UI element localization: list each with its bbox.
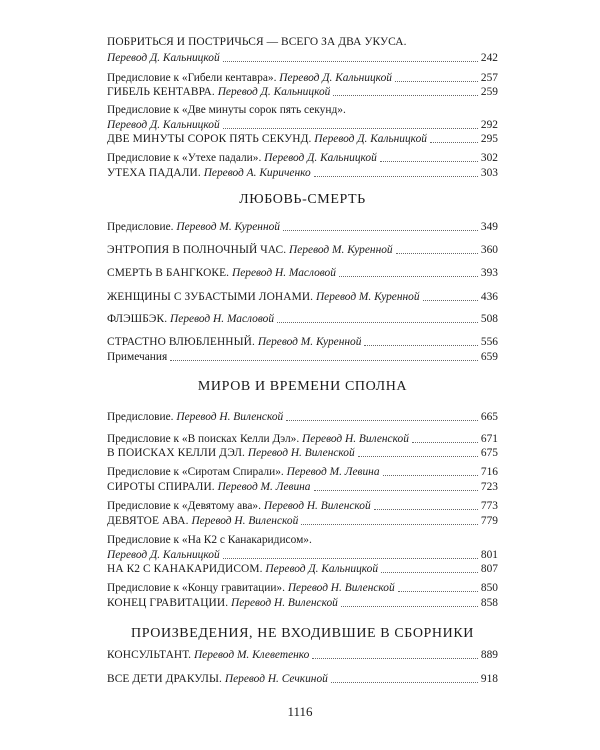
entry-title: ФЛЭШБЭК. (107, 313, 168, 325)
entry-page: 665 (480, 411, 498, 423)
page-number: 1116 (287, 704, 313, 719)
entry-title: КОНСУЛЬТАНТ. (107, 649, 192, 661)
entry-page: 858 (480, 597, 498, 609)
section-heading: МИРОВ И ВРЕМЕНИ СПОЛНА (197, 379, 408, 394)
entry-translator: Перевод Н. Виленской (287, 582, 395, 594)
entry-translator: Перевод Д. Кальницкой (279, 72, 392, 84)
entry-page: 508 (480, 313, 498, 325)
entry-title: Предисловие к «Две минуты сорок пять секунд». (107, 104, 346, 116)
entry-page: 675 (480, 447, 498, 459)
entry-title: Предисловие к «Гибели кентавра». (107, 72, 277, 84)
entry-translator: Перевод М. Куренной (289, 244, 393, 256)
entry-title: ПОБРИТЬСЯ И ПОСТРИЧЬСЯ — ВСЕГО ЗА ДВА УКУСА. (107, 36, 407, 48)
entry-title: ДЕВЯТОЕ АВА. (107, 515, 189, 527)
entry-title: ГИБЕЛЬ КЕНТАВРА. (107, 86, 215, 98)
entry-page: 303 (480, 167, 498, 179)
entry-page: 360 (480, 244, 498, 256)
entry-title: Предисловие к «Девятому ава». (107, 500, 261, 512)
entry-title: Предисловие. (107, 221, 174, 233)
entry-translator: Перевод Д. Кальницкой (107, 119, 220, 131)
toc-bottom-block (107, 0, 498, 750)
entry-title: ЖЕНЩИНЫ С ЗУБАСТЫМИ ЛОНАМИ. (107, 291, 314, 303)
entry-translator: Перевод А. Кириченко (203, 167, 311, 179)
entry-translator: Перевод М. Куренной (257, 336, 362, 348)
entry-page: 671 (480, 433, 498, 445)
entry-title: Предисловие к «Сиротам Спирали». (107, 466, 284, 478)
entry-page: 349 (480, 221, 498, 233)
entry-title: ВСЕ ДЕТИ ДРАКУЛЫ. (107, 673, 222, 685)
entry-title: СИРОТЫ СПИРАЛИ. (107, 481, 215, 493)
entry-translator: Перевод Н. Масловой (170, 313, 275, 325)
entry-translator: Перевод Д. Кальницкой (264, 152, 377, 164)
entry-translator: Перевод М. Левина (286, 466, 380, 478)
entry-page: 716 (480, 466, 498, 478)
section-heading: ЛЮБОВЬ-СМЕРТЬ (239, 192, 366, 207)
entry-page: 302 (480, 152, 498, 164)
entry-translator: Перевод Н. Виленской (176, 411, 284, 423)
entry-title: Предисловие. (107, 411, 174, 423)
entry-translator: Перевод Д. Кальницкой (107, 549, 220, 561)
entry-translator: Перевод Н. Виленской (231, 597, 338, 609)
entry-title: Предисловие к «В поисках Келли Дэл». (107, 433, 300, 445)
entry-page: 556 (480, 336, 498, 348)
entry-title: В ПОИСКАХ КЕЛЛИ ДЭЛ. (107, 447, 245, 459)
entry-page: 723 (480, 481, 498, 493)
entry-page: 257 (480, 72, 498, 84)
entry-title: Предисловие к «На К2 с Канакаридисом». (107, 534, 312, 546)
entry-page: 295 (480, 133, 498, 145)
entry-translator: Перевод Д. Кальницкой (265, 563, 379, 575)
entry-translator: Перевод Д. Кальницкой (314, 133, 427, 145)
entry-page: 850 (480, 582, 498, 594)
entry-title: Предисловие к «Концу гравитации». (107, 582, 285, 594)
entry-translator: Перевод Н. Виленской (263, 500, 371, 512)
entry-page: 889 (480, 649, 498, 661)
entry-page: 773 (480, 500, 498, 512)
section-heading: ПРОИЗВЕДЕНИЯ, НЕ ВХОДИВШИЕ В СБОРНИКИ (131, 626, 474, 641)
entry-page: 242 (480, 52, 498, 64)
entry-title: СМЕРТЬ В БАНГКОКЕ. (107, 267, 230, 279)
entry-translator: Перевод Н. Масловой (231, 267, 336, 279)
entry-translator: Перевод М. Куренной (315, 291, 420, 303)
entry-translator: Перевод М. Куренной (176, 221, 280, 233)
entry-title: ДВЕ МИНУТЫ СОРОК ПЯТЬ СЕКУНД. (107, 133, 312, 145)
entry-page: 436 (480, 291, 498, 303)
entry-page: 779 (480, 515, 498, 527)
entry-translator: Перевод Н. Сечкиной (222, 673, 328, 685)
entry-title: Предисловие к «Утехе падали». (107, 152, 262, 164)
entry-page: 801 (480, 549, 498, 561)
entry-page: 259 (480, 86, 498, 98)
entry-translator: Перевод Д. Кальницкой (217, 86, 331, 98)
entry-translator: Перевод Н. Виленской (302, 433, 409, 445)
entry-title: ЭНТРОПИЯ В ПОЛНОЧНЫЙ ЧАС. (107, 244, 287, 256)
entry-title: Примечания (107, 351, 168, 363)
entry-page: 659 (480, 351, 498, 363)
entry-translator: Перевод Д. Кальницкой (107, 52, 220, 64)
entry-translator: Перевод М. Левина (217, 481, 311, 493)
entry-page: 292 (480, 119, 498, 131)
entry-page: 807 (480, 563, 498, 575)
entry-page: 918 (480, 673, 498, 685)
entry-translator: Перевод Н. Виленской (191, 515, 299, 527)
entry-page: 393 (480, 267, 498, 279)
entry-translator: Перевод М. Клеветенко (191, 649, 310, 661)
entry-title: УТЕХА ПАДАЛИ. (107, 167, 201, 179)
entry-title: СТРАСТНО ВЛЮБЛЕННЫЙ. (107, 336, 255, 348)
entry-title: КОНЕЦ ГРАВИТАЦИИ. (107, 597, 229, 609)
entry-title: НА К2 С КАНАКАРИДИСОМ. (107, 563, 263, 575)
entry-translator: Перевод Н. Виленской (247, 447, 355, 459)
